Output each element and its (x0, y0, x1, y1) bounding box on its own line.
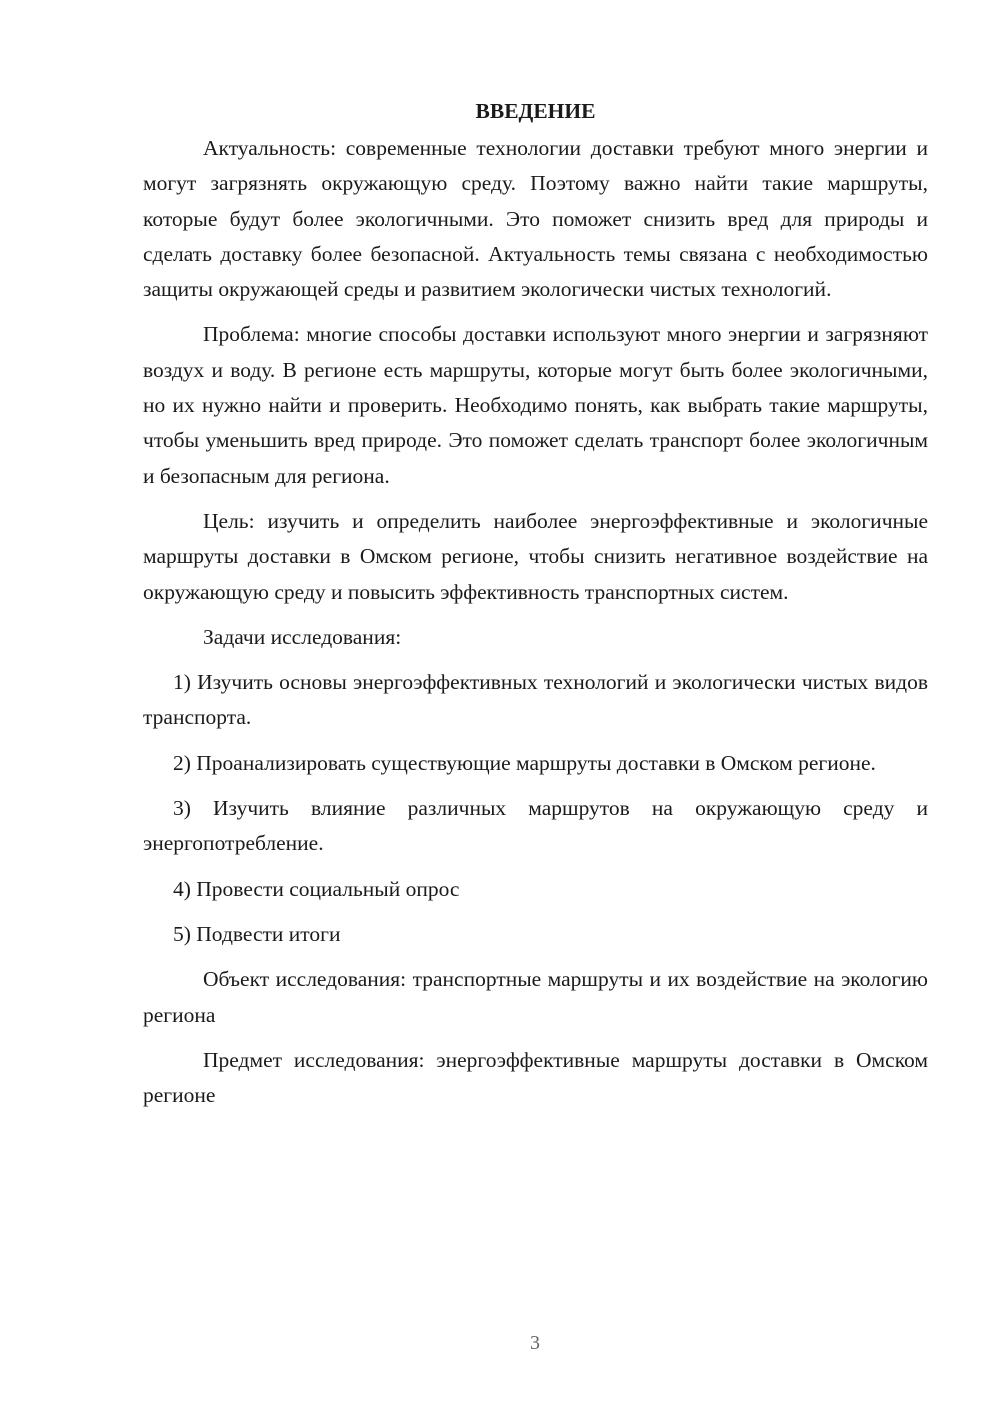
task-item-1: 1) Изучить основы энергоэффективных технологий и экологически чистых видов транспорта. (143, 670, 928, 730)
task-item-2: 2) Проанализировать существующие маршруты доставки в Омском регионе. (173, 750, 876, 775)
relevance-paragraph: Актуальность: современные технологии доставки требуют много энергии и могут загрязнять окружающую среду. Поэтому важно найти такие маршруты, которые будут более экологичными. Это поможет снизить вред для природы и сделать доставку более безопасной. Актуальность темы связана с необходимостью защиты окружающей среды и развитием экологически чистых технологий. (143, 136, 928, 302)
goal-paragraph: Цель: изучить и определить наиболее энергоэффективные и экологичные маршруты доставки в Омском регионе, чтобы снизить негативное воздействие на окружающую среду и повысить эффективность транспортных систем. (143, 508, 928, 604)
object-paragraph: Объект исследования: транспортные маршруты и их воздействие на экологию региона (143, 967, 928, 1027)
tasks-title: Задачи исследования: (203, 624, 402, 649)
task-item-4: 4) Провести социальный опрос (173, 876, 460, 901)
problem-paragraph: Проблема: многие способы доставки используют много энергии и загрязняют воздух и воду. В регионе есть маршруты, которые могут быть более экологичными, но их нужно найти и проверить. Необходимо понять, как выбрать такие маршруты, чтобы уменьшить вред природе. Это поможет сделать транспорт более экологичным и безопасным для региона. (143, 322, 928, 488)
task-item-3: 3) Изучить влияние различных маршрутов на окружающую среду и энергопотребление. (143, 796, 928, 856)
subject-paragraph: Предмет исследования: энергоэффективные маршруты доставки в Омском регионе (143, 1047, 928, 1108)
task-item-5: 5) Подвести итоги (173, 921, 341, 946)
section-heading: ВВЕДЕНИЕ (475, 99, 596, 123)
document-page (143, 94, 928, 1123)
page-number: 3 (530, 1332, 540, 1354)
